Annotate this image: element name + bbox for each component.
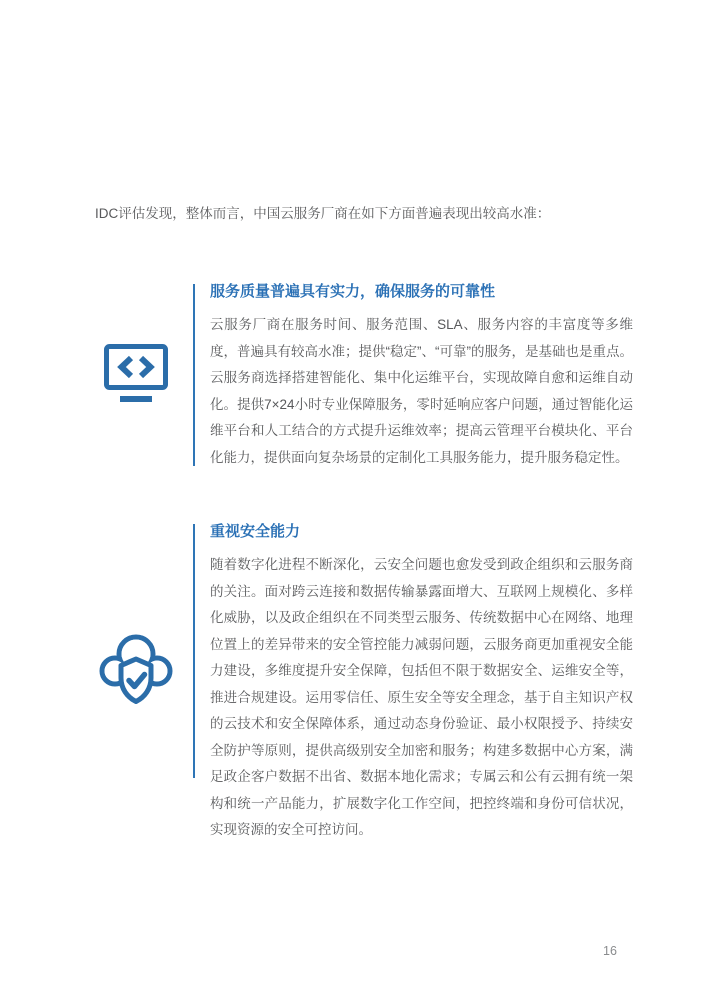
section-accent-bar (193, 284, 195, 466)
section-body: 随着数字化进程不断深化，云安全问题也愈发受到政企组织和云服务商的关注。面对跨云连接和数据传输暴露面增大、互联网上规模化、多样化威胁，以及政企组织在不同类型云服务、传统数据中心在网络、地理位置上的差异带来的安全管控能力减弱问题，云服务商更加重视安全能力建设，多维度提升安全保障，包括但不限于数据安全、运维安全等，推进合规建设。运用零信任、原生安全等安全理念，基于自主知识产权的云技术和安全保障体系，通过动态身份验证、最小权限授予、持续安全防护等原则，提供高级别安全加密和服务；构建多数据中心方案，满足政企客户数据不出省、数据本地化需求；专属云和公有云拥有统一架构和统一产品能力，扩展数字化工作空间，把控终端和身份可信状况，实现资源的安全可控访问。 (210, 557, 633, 837)
section-service-quality (210, 281, 633, 471)
intro-text: IDC评估发现，整体而言，中国云服务厂商在如下方面普遍表现出较高水准： (95, 206, 551, 221)
section-security (210, 521, 633, 844)
section-body: 云服务厂商在服务时间、服务范围、SLA、服务内容的丰富度等多维度，普遍具有较高水准；提供“稳定”、“可靠”的服务，是基础也是重点。云服务商选择搭建智能化、集中化运维平台，实现故障自愈和运维自动化。提供7×24小时专业保障服务，零时延响应客户问题，通过智能化运维平台和人工结合的方式提升运维效率；提高云管理平台模块化、平台化能力，提供面向复杂场景的定制化工具服务能力，提升服务稳定性。 (210, 317, 633, 465)
section-heading: 重视安全能力 (210, 523, 301, 540)
page-number: 16 (603, 944, 617, 958)
section-heading: 服务质量普遍具有实力，确保服务的可靠性 (210, 283, 496, 300)
cloud-shield-check-icon (98, 626, 174, 711)
code-screen-icon (104, 344, 168, 409)
section-accent-bar (193, 524, 195, 778)
